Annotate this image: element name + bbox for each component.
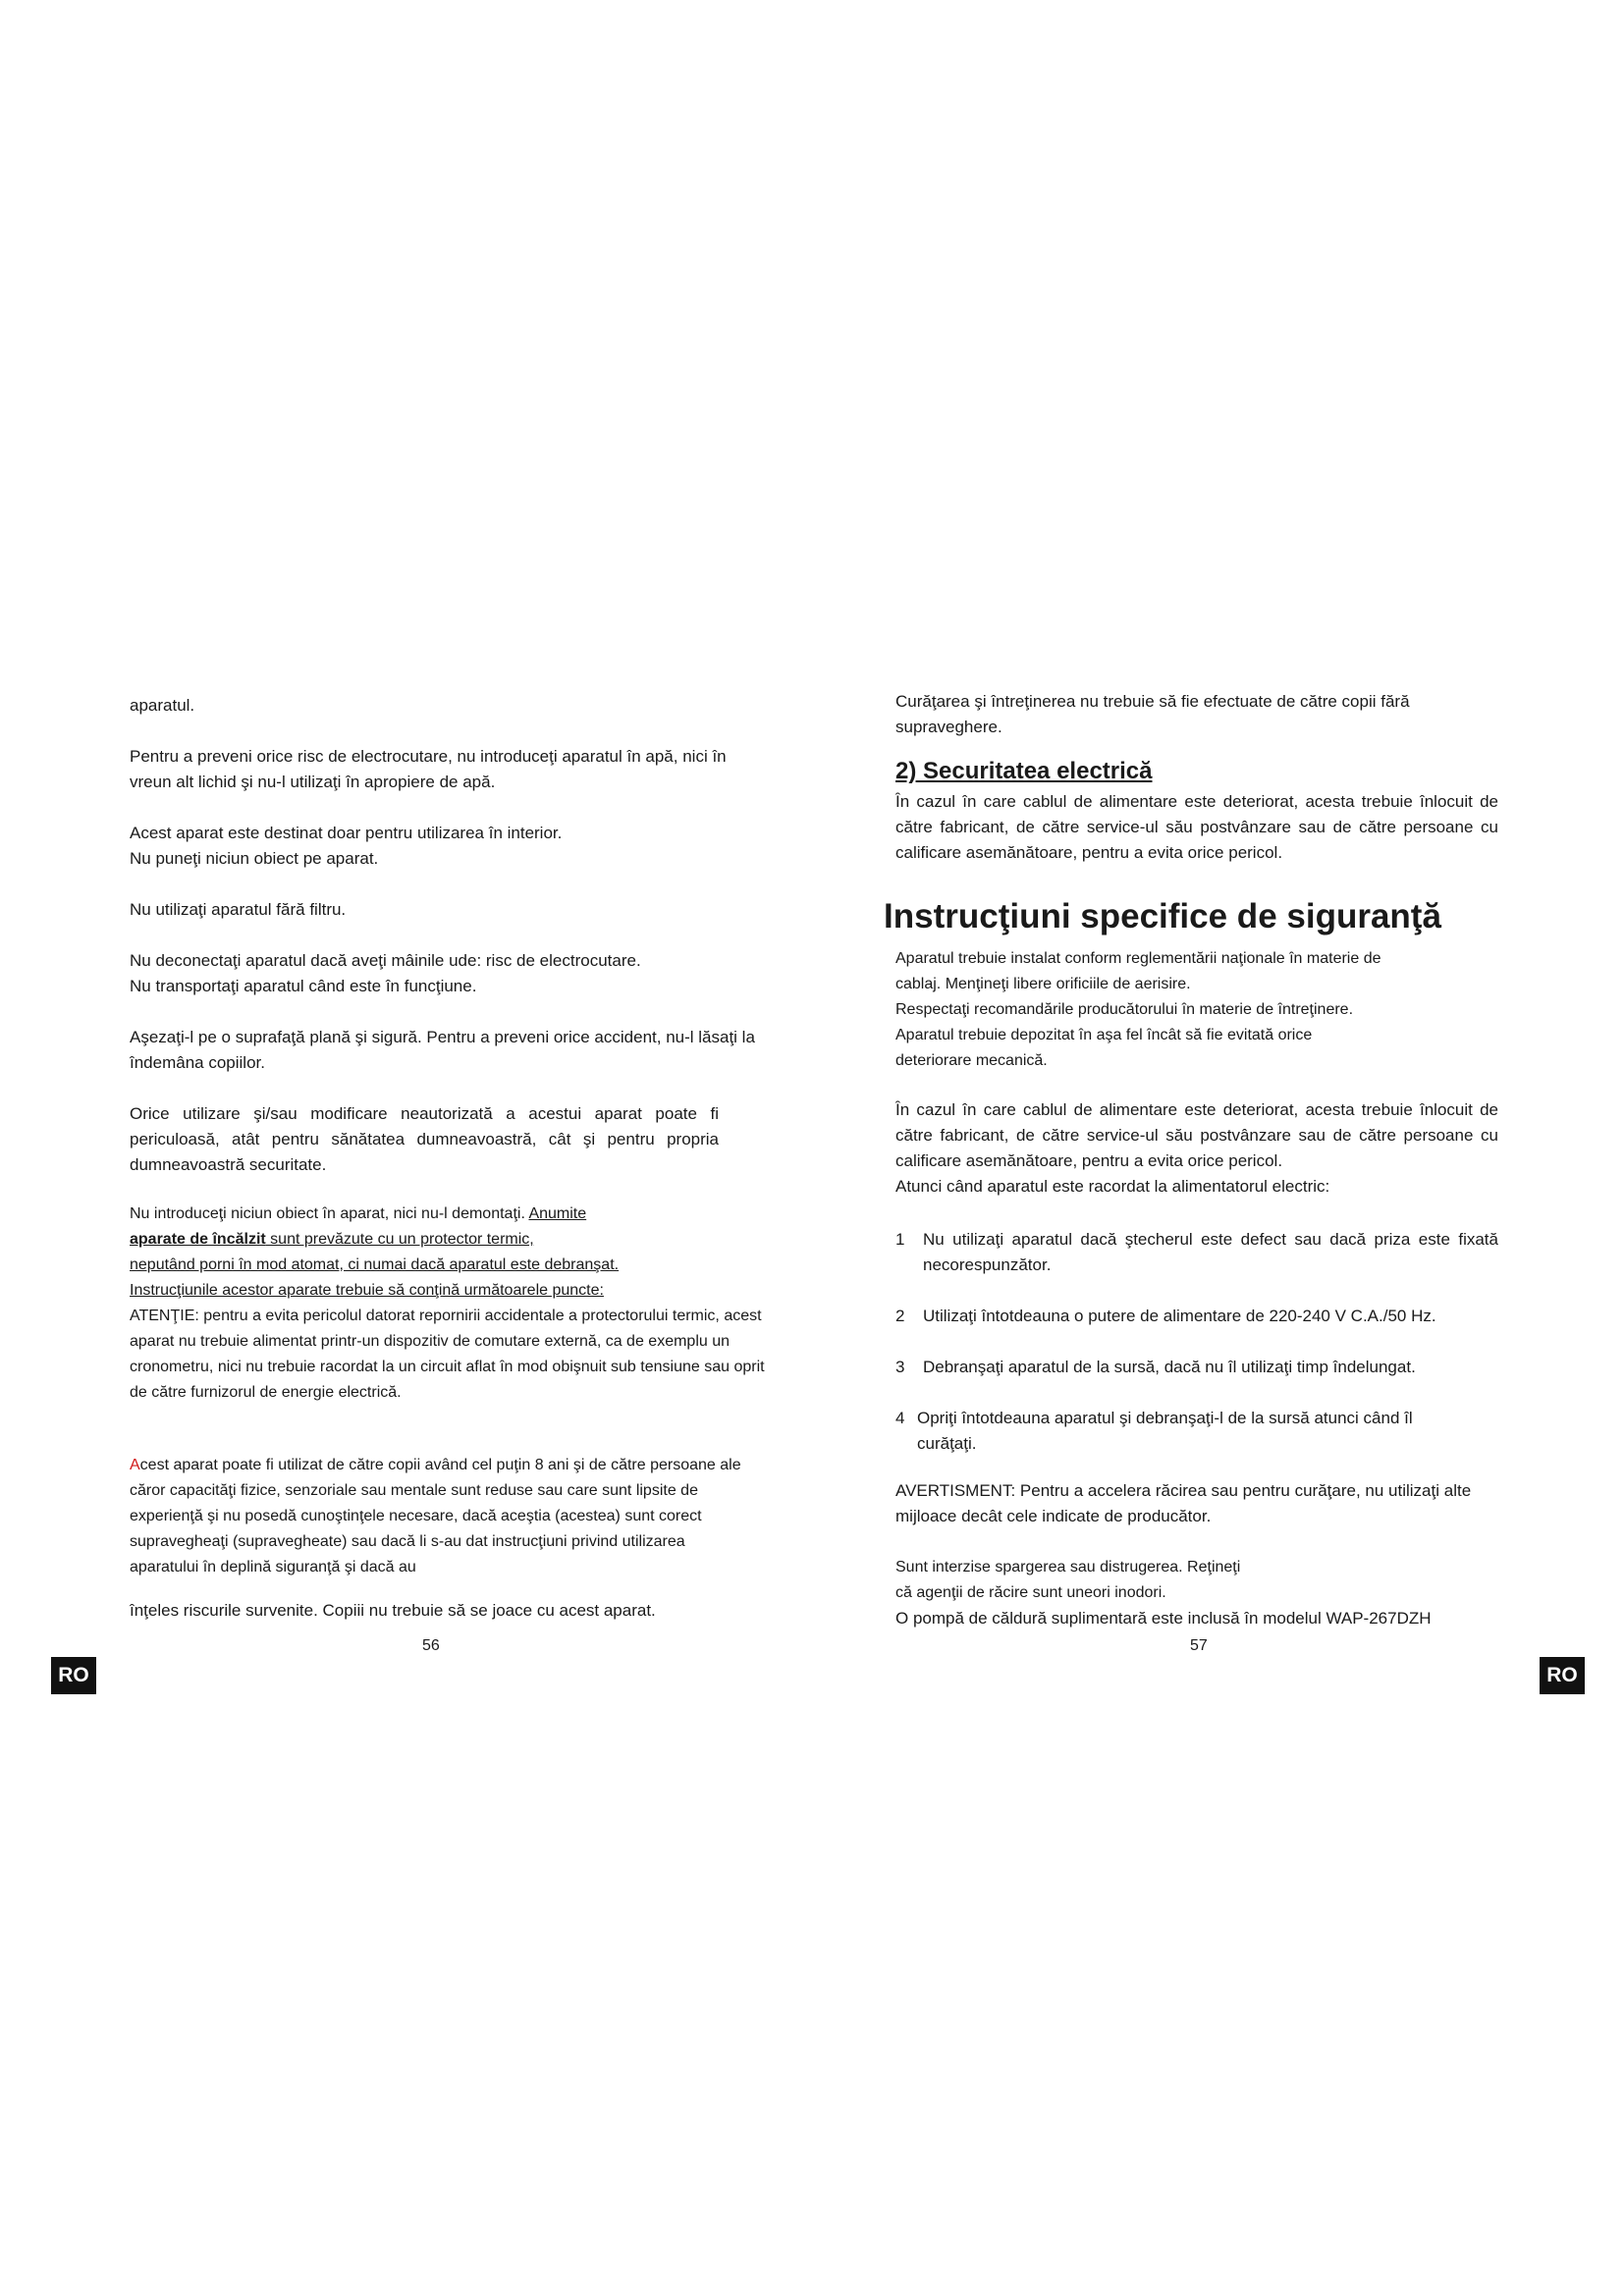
text: Nu introduceţi niciun obiect în aparat, nici nu-l demontaţi. [130,1205,529,1222]
text: Sunt interzise spargerea sau distrugerea. Reţineţi [895,1559,1241,1575]
text: Aparatul trebuie depozitat în aşa fel încât să fie evitată orice [895,1027,1313,1043]
list-text: Nu utilizaţi aparatul dacă ştecherul este defect sau dacă priza este fixată necorespunzător. [923,1230,1498,1274]
paragraph [895,1555,1504,1631]
text: cablaj. Menţineţi libere orificiile de aerisire. [895,976,1191,992]
paragraph: Nu utilizaţi aparatul fără filtru. [130,900,347,919]
paragraph: Orice utilizare şi/sau modificare neautorizată a acestui aparat poate fi periculoasă, atât pentru sănătatea dumneavoastră, cât şi pentru propria dumneavoastră securitate. [130,1104,719,1174]
paragraph: Acest aparat este destinat doar pentru utilizarea în interior. [130,824,563,842]
page-number: 57 [1190,1637,1208,1654]
paragraph: Pentru a preveni orice risc de electrocutare, nu introduceţi aparatul în apă, nici în vreun alt lichid şi nu-l utilizaţi în apropiere de apă. [130,747,727,791]
list-item [895,1406,1504,1457]
paragraph: Nu transportaţi aparatul când este în funcţiune. [130,977,477,995]
text: cest aparat poate fi utilizat de către copii având cel puţin 8 ani şi de către persoane ale căror capacităţi fizice, senzoriale sau mentale sunt reduse sau care sunt lipsite de experienţă şi nu posedă cunoştinţele necesare, dacă aceştia (acestea) sunt corect supravegheaţi (supravegheate) sau dacă li s-au dat instrucţiuni privind utilizarea aparatului în deplină siguranţă şi dacă au [130,1457,741,1575]
list-number: 1 [895,1230,905,1249]
list-text: Debranşaţi aparatul de la sursă, dacă nu îl utilizaţi timp îndelungat. [923,1358,1416,1376]
text: deteriorare mecanică. [895,1052,1048,1069]
list-text: Utilizaţi întotdeauna o putere de alimentare de 220-240 V C.A./50 Hz. [923,1307,1436,1325]
text: A [130,1457,140,1473]
text: ATENŢIE: pentru a evita pericolul datorat repornirii accidentale a protectorului termic, acest aparat nu trebuie alimentat printr-un dispozitiv de comutare externă, ca de exemplu un cronometru, nici nu trebuie racordat la un circuit aflat în mod obişnuit sub tensiune sau oprit de către furnizorul de energie electrică. [130,1308,765,1401]
text: neputând porni în mod atomat, ci numai dacă aparatul este debranşat. [130,1256,620,1273]
paragraph: În cazul în care cablul de alimentare este deteriorat, acesta trebuie înlocuit de către fabricant, de către service-ul său postvânzare sau de către persoane cu calificare asemănătoare, pentru a evita orice pericol. [895,1100,1498,1170]
text: sunt prevăzute cu un protector termic, [265,1231,534,1248]
paragraph: înţeles riscurile survenite. Copiii nu trebuie să se joace cu acest aparat. [130,1601,656,1620]
paragraph: Aşezaţi-l pe o suprafaţă plană şi sigură. Pentru a preveni orice accident, nu-l lăsaţi la îndemâna copiilor. [130,1028,755,1072]
list-item [895,1304,1504,1329]
text: Respectaţi recomandările producătorului în materie de întreţinere. [895,1001,1354,1018]
page-title: Instrucţiuni specifice de siguranţă [884,897,1441,935]
paragraph [130,1453,758,1580]
section-heading: 2) Securitatea electrică [895,758,1153,784]
list-number: 2 [895,1307,905,1325]
list-number: 4 [895,1409,905,1427]
page-number: 56 [422,1637,440,1654]
thermal-protector-block [130,1201,778,1406]
paragraph: Atunci când aparatul este racordat la alimentatorul electric: [895,1177,1330,1196]
warning-paragraph: AVERTISMENT: Pentru a accelera răcirea sau pentru curăţare, nu utilizaţi alte mijloace decât cele indicate de producător. [895,1481,1472,1525]
language-badge: RO [1540,1657,1585,1694]
paragraph: Nu puneţi niciun obiect pe aparat. [130,849,379,868]
list-number: 3 [895,1358,905,1376]
list-text: Opriţi întotdeauna aparatul şi debranşaţi-l de la sursă atunci când îl curăţaţi. [917,1409,1413,1453]
text: Aparatul trebuie instalat conform reglementării naţionale în materie de [895,950,1381,967]
text: că agenţii de răcire sunt uneori inodori. [895,1584,1166,1601]
list-item [895,1227,1504,1278]
text: O pompă de căldură suplimentară este inclusă în modelul WAP-267DZH [895,1609,1432,1628]
language-badge: RO [51,1657,96,1694]
paragraph: Curăţarea şi întreţinerea nu trebuie să fie efectuate de către copii fără supraveghere. [895,692,1410,736]
text: Anumite [528,1205,587,1222]
paragraph: În cazul în care cablul de alimentare este deteriorat, acesta trebuie înlocuit de către fabricant, de către service-ul său postvânzare sau de către persoane cu calificare asemănătoare, pentru a evita orice pericol. [895,792,1498,862]
paragraph: Nu deconectaţi aparatul dacă aveţi mâinile ude: risc de electrocutare. [130,951,641,970]
installation-block [895,946,1504,1074]
text: aparate de încălzit [130,1231,266,1248]
list-item [895,1355,1504,1380]
paragraph: aparatul. [130,696,195,715]
text: Instrucţiunile acestor aparate trebuie să conţină următoarele puncte: [130,1282,604,1299]
